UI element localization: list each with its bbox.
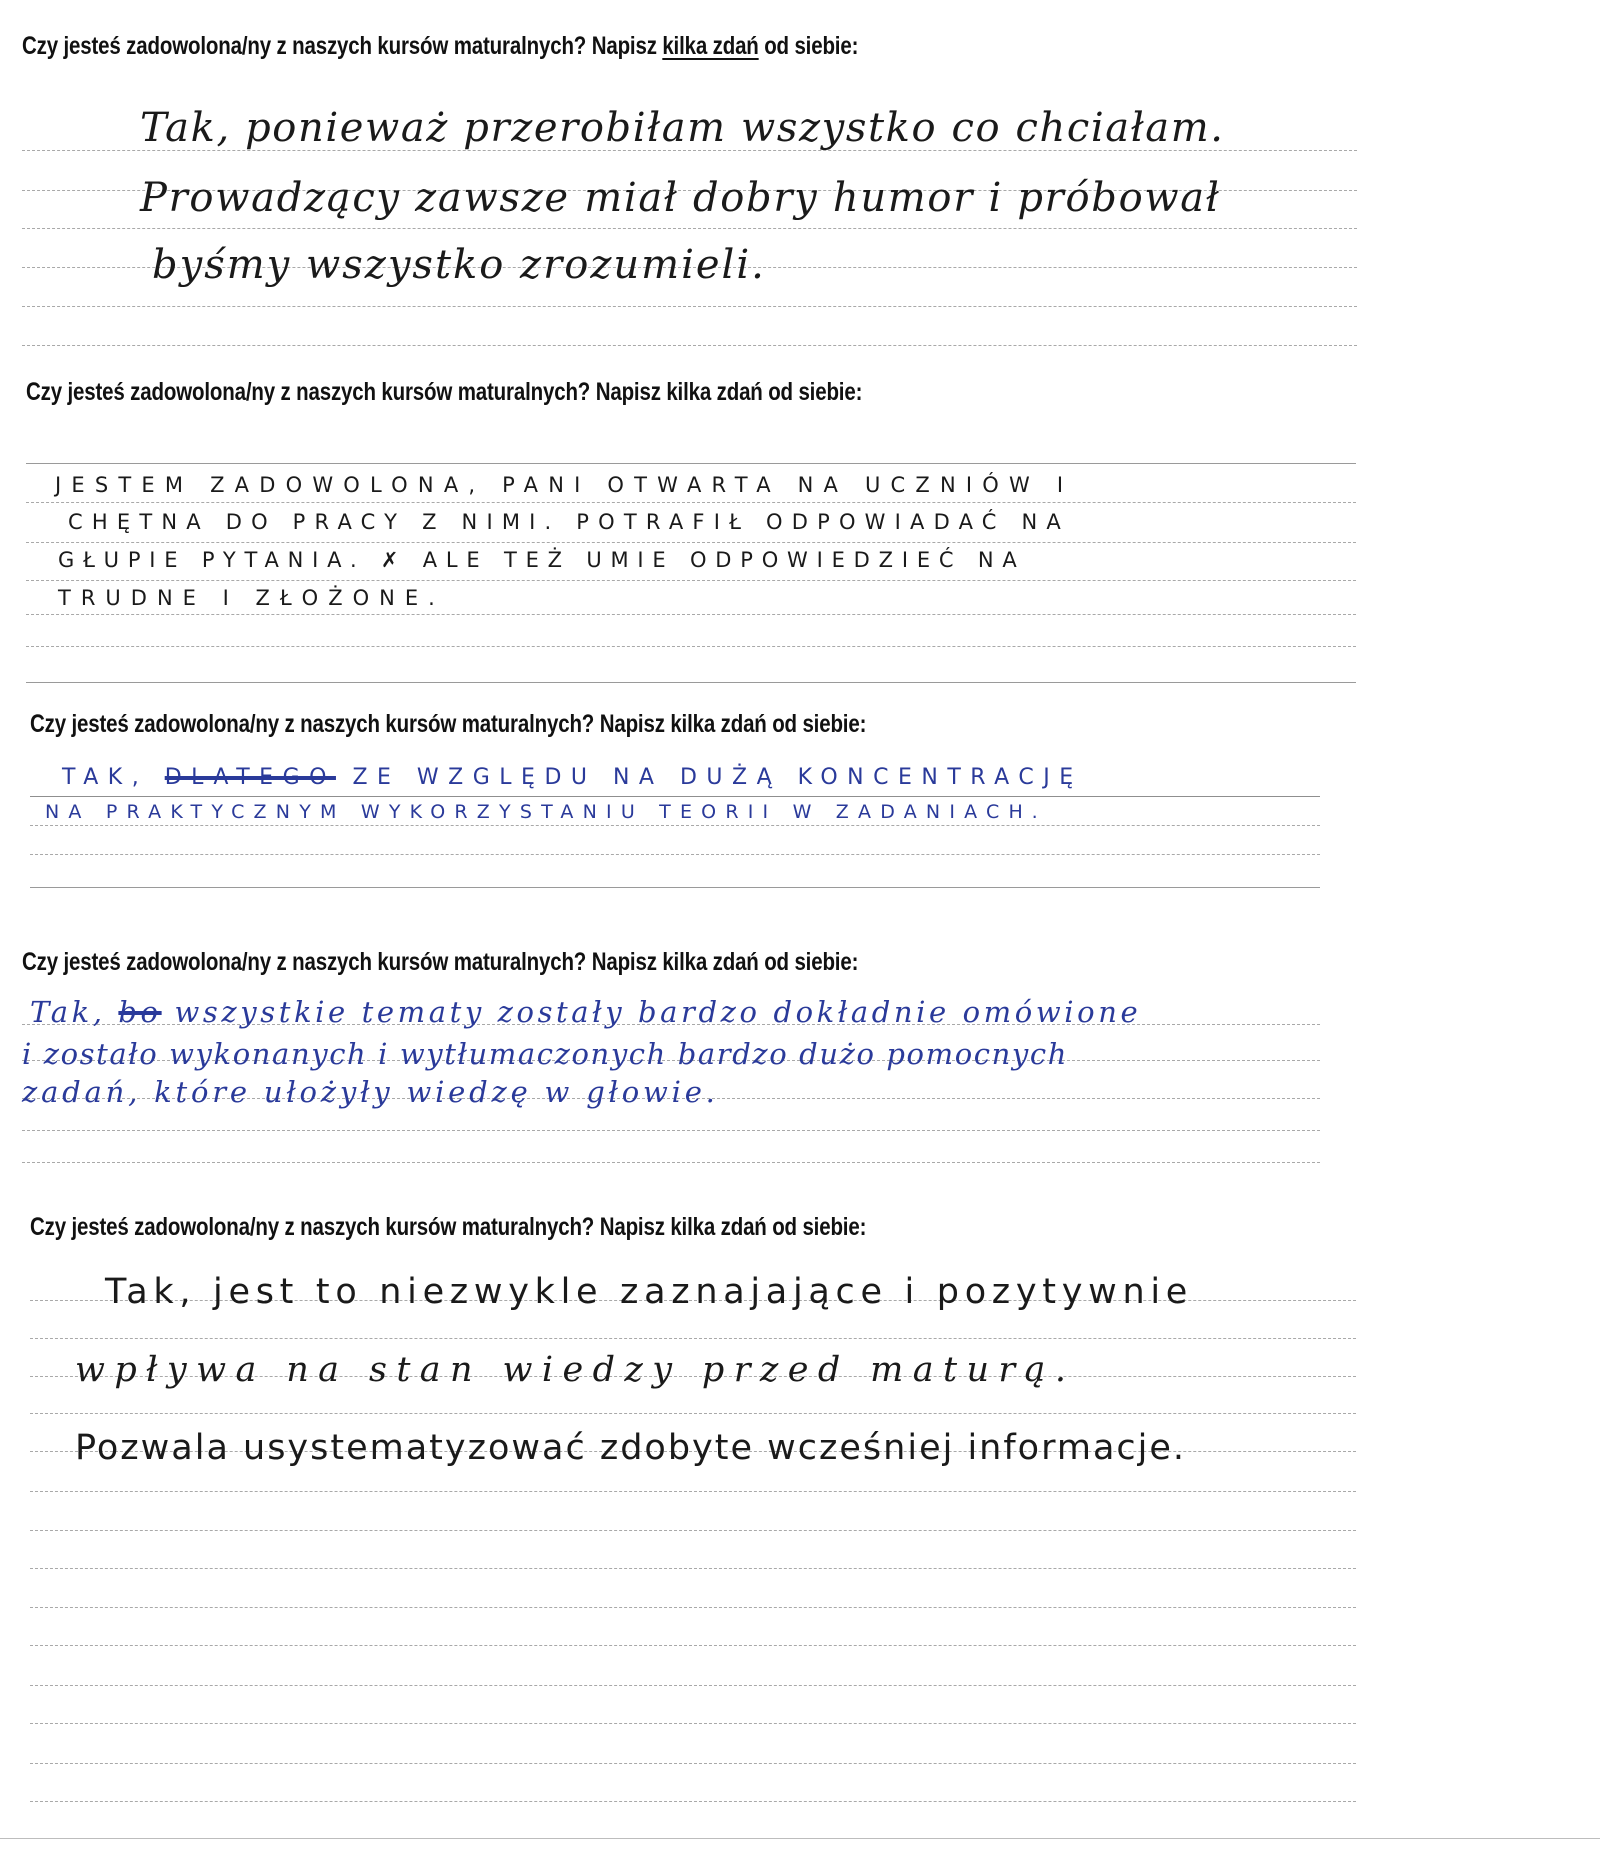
- question-heading: [30, 1213, 866, 1242]
- response-section-1: [0, 0, 1600, 355]
- question-text: Czy jesteś zadowolona/ny z naszych kursów maturalnych? Napisz: [22, 32, 663, 60]
- answer-line: [30, 1568, 1356, 1569]
- answer-line: [30, 825, 1320, 826]
- handwritten-answer-line: GŁUPIE PYTANIA. ✗ ALE TEŻ UMIE ODPOWIEDZIEĆ NA: [58, 548, 1026, 572]
- answer-text: ZE WZGLĘDU NA DUŻĄ KONCENTRACJĘ: [335, 765, 1083, 790]
- handwritten-answer-line: JESTEM ZADOWOLONA, PANI OTWARTA NA UCZNIÓW I: [55, 473, 1074, 497]
- answer-line: [30, 1338, 1356, 1339]
- handwritten-answer-line: Tak, jest to niezwykle zaznajające i pozytywnie: [105, 1272, 1193, 1312]
- answer-line: [30, 796, 1320, 797]
- handwritten-answer-line: wpływa na stan wiedzy przed maturą.: [75, 1350, 1076, 1390]
- crossed-out-word: DLATEGO: [164, 765, 336, 790]
- response-section-5: [0, 1195, 1600, 1835]
- answer-line: [30, 1801, 1356, 1802]
- answer-line: [30, 854, 1320, 855]
- answer-text: wszystkie tematy zostały bardzo dokładnie omówione: [161, 995, 1142, 1029]
- question-heading: [26, 378, 862, 407]
- answer-line: [30, 1607, 1356, 1608]
- question-heading: [30, 710, 866, 739]
- answer-line: [22, 1130, 1320, 1131]
- question-text-suffix: od siebie:: [758, 32, 859, 60]
- handwritten-answer-line: Tak, ponieważ przerobiłam wszystko co chciałam.: [140, 105, 1225, 151]
- answer-word: Tak,: [30, 995, 119, 1029]
- answer-word: TAK,: [62, 765, 165, 790]
- answer-line: [26, 614, 1356, 615]
- question-text: Czy jesteś zadowolona/ny z naszych kursów maturalnych? Napisz kilka zdań od siebie:: [30, 710, 867, 738]
- answer-line: [26, 502, 1356, 503]
- answer-line: [22, 1162, 1320, 1163]
- answer-line: [26, 682, 1356, 683]
- question-text: Czy jesteś zadowolona/ny z naszych kursów maturalnych? Napisz kilka zdań od siebie:: [26, 378, 863, 406]
- answer-line: [30, 887, 1320, 888]
- question-heading: [22, 32, 858, 61]
- answer-line: [30, 1491, 1356, 1492]
- response-section-2: [0, 360, 1600, 690]
- question-heading: [22, 948, 858, 977]
- question-emphasis: kilka zdań: [662, 32, 759, 60]
- crossed-out-word: bo: [118, 995, 162, 1029]
- handwritten-answer-line: TRUDNE I ZŁOŻONE.: [58, 586, 445, 610]
- handwritten-answer-line: NA PRAKTYCZNYM WYKORZYSTANIU TEORII W ZADANIACH.: [45, 801, 1047, 823]
- answer-line: [22, 306, 1357, 307]
- answer-line: [30, 1685, 1356, 1686]
- answer-line: [30, 1763, 1356, 1764]
- handwritten-answer-line: Pozwala usystematyzować zdobyte wcześniej informacje.: [75, 1428, 1187, 1468]
- answer-line: [26, 580, 1356, 581]
- page-edge: [0, 1838, 1600, 1839]
- answer-line: [26, 646, 1356, 647]
- answer-line: [26, 463, 1356, 464]
- handwritten-answer-line: zadań, które ułożyły wiedzę w głowie.: [22, 1075, 719, 1109]
- answer-line: [22, 228, 1357, 229]
- handwritten-answer-line: CHĘTNA DO PRACY Z NIMI. POTRAFIŁ ODPOWIADAĆ NA: [68, 510, 1071, 534]
- answer-line: [30, 1530, 1356, 1531]
- handwritten-answer-line: [62, 767, 1083, 789]
- handwritten-answer-line: i zostało wykonanych i wytłumaczonych bardzo dużo pomocnych: [22, 1037, 1068, 1071]
- question-text: Czy jesteś zadowolona/ny z naszych kursów maturalnych? Napisz kilka zdań od siebie:: [22, 948, 859, 976]
- answer-line: [22, 345, 1357, 346]
- answer-line: [26, 542, 1356, 543]
- handwritten-answer-line: Prowadzący zawsze miał dobry humor i próbował: [140, 175, 1221, 221]
- answer-line: [30, 1723, 1356, 1724]
- answer-line: [30, 1645, 1356, 1646]
- handwritten-answer-line: byśmy wszystko zrozumieli.: [152, 242, 766, 288]
- answer-line: [30, 1413, 1356, 1414]
- response-section-3: [0, 692, 1600, 907]
- question-text: Czy jesteś zadowolona/ny z naszych kursów maturalnych? Napisz kilka zdań od siebie:: [30, 1213, 867, 1241]
- response-section-4: [0, 930, 1600, 1175]
- handwritten-answer-line: [30, 995, 1142, 1029]
